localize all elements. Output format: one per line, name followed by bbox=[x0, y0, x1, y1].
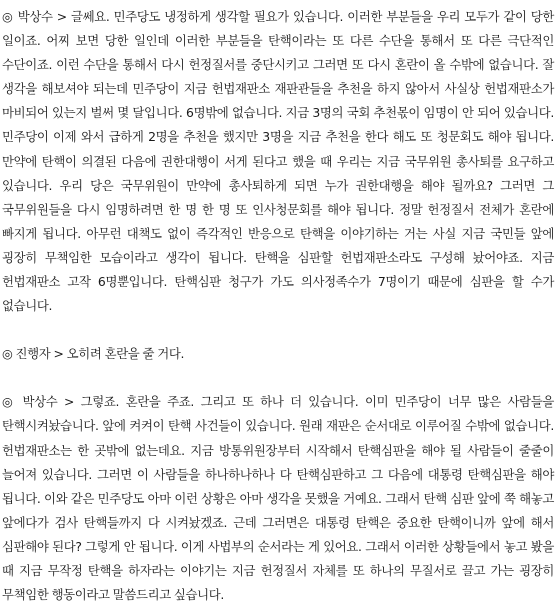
speech-text: 글쎄요. 민주당도 냉정하게 생각할 필요가 있습니다. 이러한 부분들을 우리 모두가 같이 당한 일이죠. 어찌 보면 당한 일인데 이러한 부분들을 탄핵이라는 또 다른 수단을 통해서 또 다른 극단적인 수단이죠. 이런 수단을 통해서 다시 헌정질서를 중단시키고 그러면 또 다시 혼란이 올 수밖에 없습니다. 잘 생각을 해보셔야 되는데 민주당이 지금 헌법재판소 재판관들을 추천을 하지 않아서 사실상 헌법재판소가 마비되어 있는지 벌써 몇 달입니다. 6명밖에 없습니다. 지금 3명의 국회 추천몫이 임명이 안 되어 있습니다. 민주당이 이제 와서 급하게 2명을 추천을 했지만 3명을 지금 추천을 한다 해도 또 청문회도 해야 됩니다. 만약에 탄핵이 의결된 다음에 권한대행이 서게 된다고 했을 때 우리는 지금 국무위원 총사퇴를 요구하고 있습니다. 우리 당은 국무위원이 만약에 총사퇴하게 되면 누가 권한대행을 해야 될까요? 그러면 그 국무위원들을 다시 임명하려면 한 명 한 명 또 인사청문회를 해야 됩니다. 정말 헌정질서 전체가 혼란에 빠지게 됩니다. 아무런 대책도 없이 즉각적인 반응으로 탄핵을 이야기하는 거는 사실 지금 국민들 앞에 굉장히 무책임한 모습이라고 생각이 됩니다. 탄핵을 심판할 헌법재판소라도 구성해 놨어야죠. 지금 헌법재판소 고작 6명뿐입니다. 탄핵심판 청구가 가도 의사정족수가 7명이기 때문에 심판을 할 수가 없습니다. bbox=[2, 9, 554, 314]
speech-text: 오히려 혼란을 줄 거다. bbox=[66, 346, 185, 362]
transcript-paragraph bbox=[2, 342, 554, 366]
speaker-label: ◎ 박상수 > bbox=[2, 9, 71, 24]
paragraph-gap bbox=[2, 366, 554, 390]
speech-text: 그렇죠. 혼란을 주죠. 그리고 또 하나 더 있습니다. 이미 민주당이 너무 많은 사람들을 탄핵시켜놨습니다. 앞에 켜켜이 탄핵 사건들이 있습니다. 원래 재판은 순서대로 이루어질 수밖에 없습니다. 헌법재판소는 한 곳밖에 없는데요. 지금 방통위원장부터 시작해서 탄핵심판을 해야 될 사람들이 줄줄이 늘어져 있습니다. 그러면 이 사람들을 하나하나하나 다 탄핵심판하고 그 다음에 대통령 탄핵심판을 해야 됩니다. 이와 같은 민주당도 아마 이런 상황은 아마 생각을 못했을 거예요. 그래서 탄핵 심판 앞에 쭉 해놓고 앞에다가 검사 탄핵들까지 다 시켜놨겠죠. 근데 그러면은 대통령 탄핵은 중요한 탄핵이니까 앞에 해서 심판해야 된다? 그렇게 안 됩니다. 이게 사법부의 순서라는 게 있어요. 그래서 이러한 상황들에서 놓고 봤을 때 지금 무작정 탄핵을 하자라는 이야기는 지금 헌정질서 자체를 또 하나의 무질서로 끌고 가는 굉장히 무책임한 행동이라고 말씀드리고 싶습니다. bbox=[2, 394, 554, 603]
transcript-paragraph bbox=[2, 5, 554, 318]
transcript-paragraph bbox=[2, 390, 554, 607]
speaker-label: ◎ 박상수 > bbox=[2, 394, 81, 410]
speaker-label: ◎ 진행자 > bbox=[2, 346, 67, 362]
paragraph-gap bbox=[2, 318, 554, 342]
